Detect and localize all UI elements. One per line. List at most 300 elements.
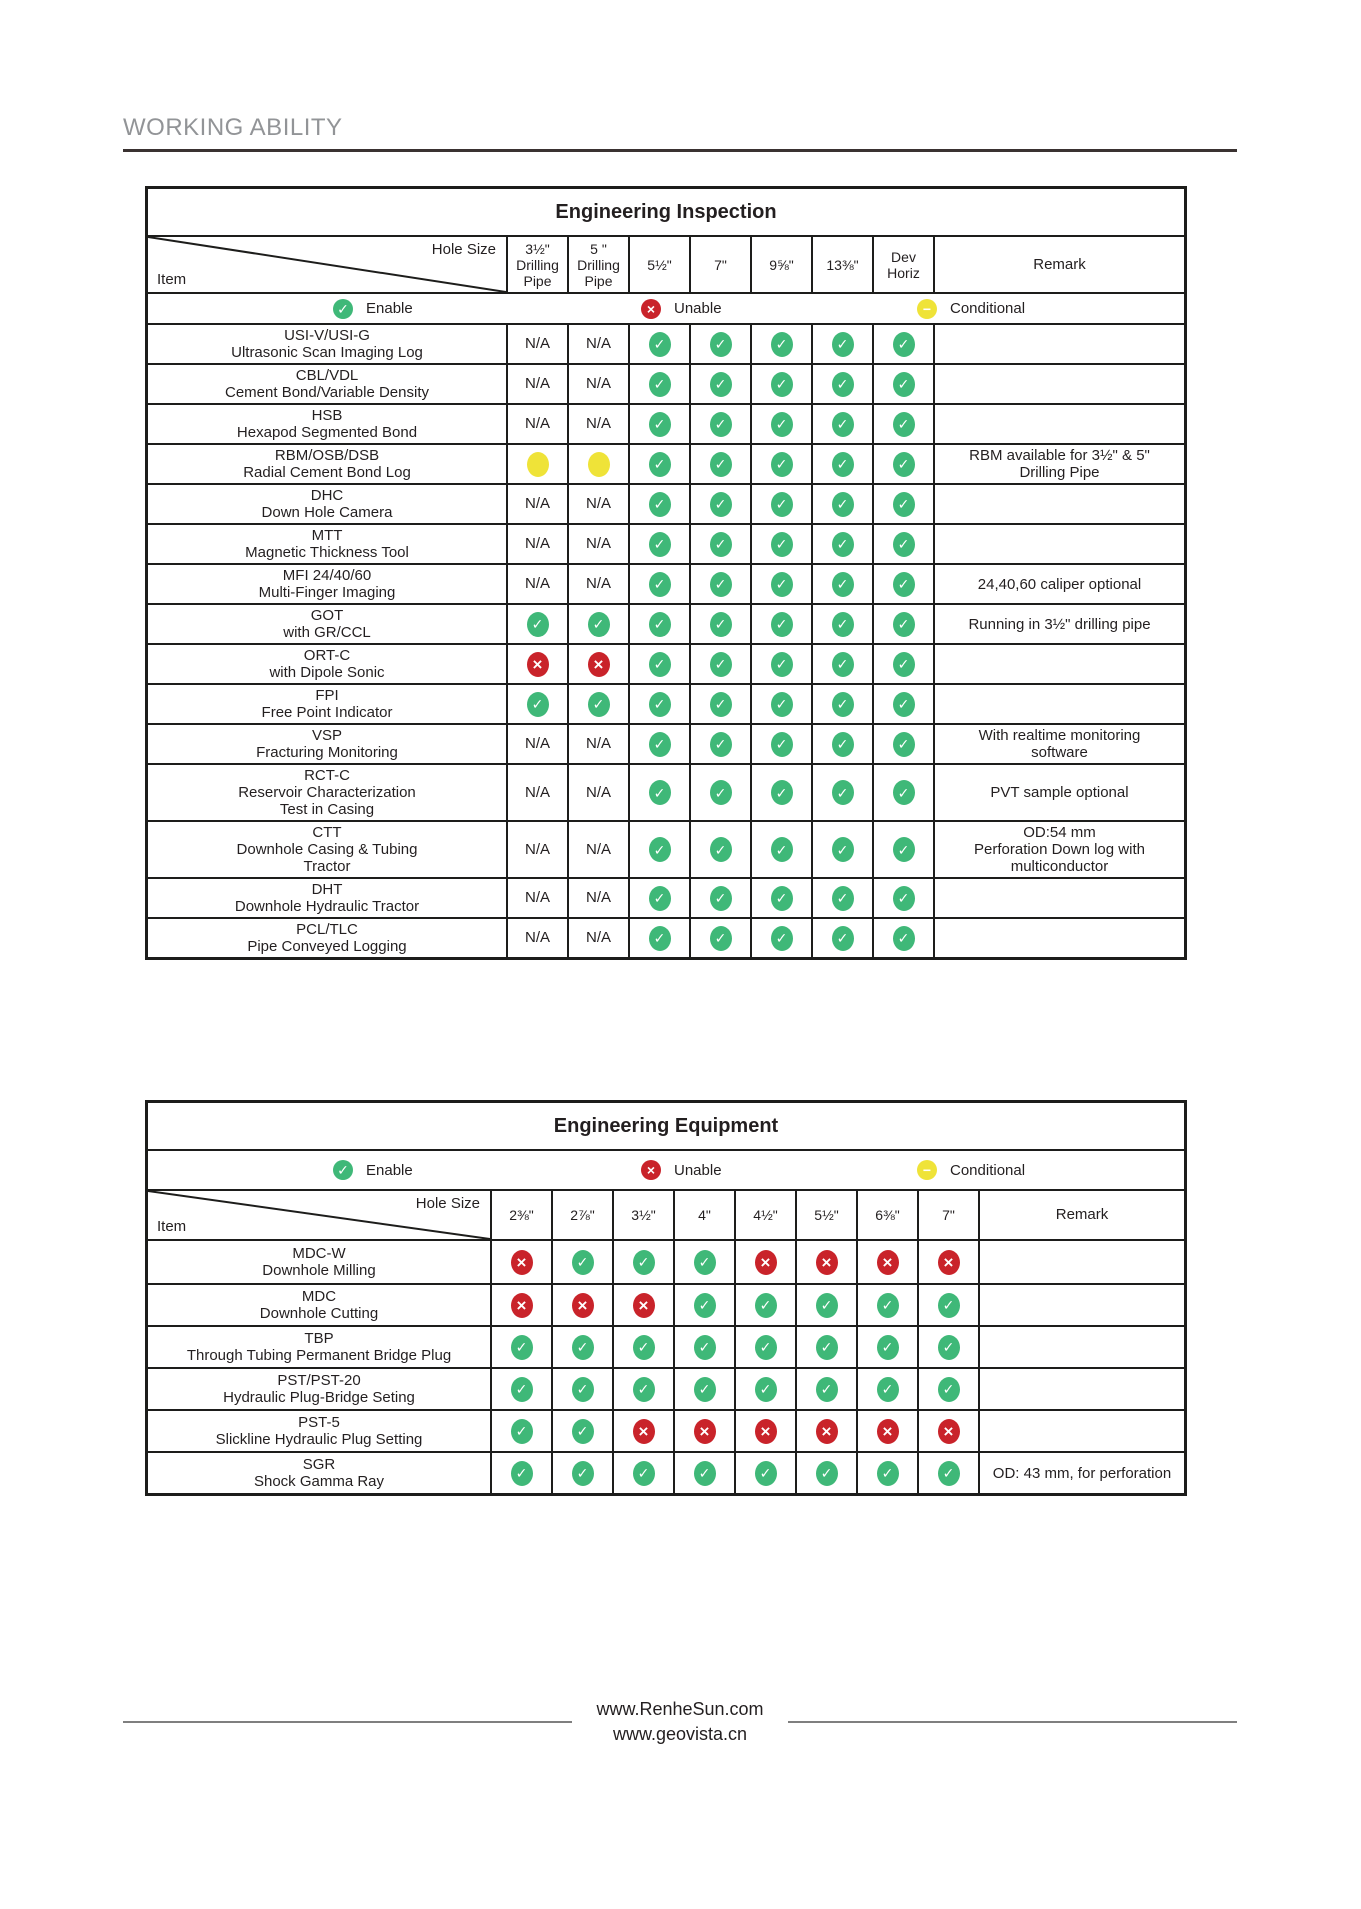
item-cell [148, 485, 506, 523]
status-cell [750, 879, 811, 917]
text-line: VSP [311, 727, 342, 744]
enable-icon: ✓ [649, 452, 671, 477]
enable-icon: ✓ [633, 1250, 655, 1275]
status-cell [689, 605, 750, 643]
status-cell [872, 365, 933, 403]
text-line: Horiz [887, 264, 920, 281]
column-header [628, 237, 689, 292]
remark-cell [933, 405, 1184, 443]
remark-column-header: Remark [933, 237, 1184, 292]
remark-cell [933, 879, 1184, 917]
enable-icon: ✓ [771, 332, 793, 357]
equipment-table-body [148, 1241, 1184, 1493]
table-row [148, 563, 1184, 603]
enable-icon: ✓ [832, 926, 854, 951]
status-cell [506, 325, 567, 363]
status-cell [490, 1411, 551, 1451]
status-cell [689, 765, 750, 820]
status-cell [567, 445, 628, 483]
legend-unable-label: Unable [674, 300, 722, 317]
status-cell [750, 445, 811, 483]
enable-icon: ✓ [572, 1461, 594, 1486]
status-cell [628, 525, 689, 563]
enable-icon: ✓ [816, 1335, 838, 1360]
item-cell [148, 1327, 490, 1367]
enable-icon: ✓ [649, 692, 671, 717]
remark-cell [933, 565, 1184, 603]
enable-icon: ✓ [771, 452, 793, 477]
conditional-icon: − [917, 299, 937, 319]
remark-cell [933, 525, 1184, 563]
footer-rule-left [123, 1721, 572, 1723]
legend-unable [641, 1160, 722, 1180]
corner-cell [148, 1191, 490, 1239]
column-header [612, 1191, 673, 1239]
status-cell [567, 325, 628, 363]
table-row [148, 1241, 1184, 1283]
legend-row [148, 1151, 1184, 1191]
status-cell [811, 822, 872, 877]
status-cell [551, 1453, 612, 1493]
status-cell [750, 725, 811, 763]
text-line: Downhole Cutting [259, 1305, 379, 1322]
item-cell [148, 765, 506, 820]
status-cell [689, 725, 750, 763]
item-cell [148, 879, 506, 917]
item-cell [148, 1285, 490, 1325]
enable-icon: ✓ [511, 1335, 533, 1360]
text-line: with GR/CCL [283, 624, 371, 641]
item-cell [148, 919, 506, 957]
table-row [148, 763, 1184, 820]
enable-icon: ✓ [710, 532, 732, 557]
unable-icon: × [511, 1250, 533, 1275]
enable-icon: ✓ [633, 1335, 655, 1360]
status-cell [490, 1369, 551, 1409]
footer [123, 1697, 1237, 1747]
text-line: 5½" [814, 1207, 839, 1223]
enable-icon: ✓ [893, 692, 915, 717]
text-line: Pipe [523, 272, 552, 289]
status-cell [795, 1369, 856, 1409]
text-line: multiconductor [1010, 858, 1109, 875]
status-cell [811, 365, 872, 403]
enable-icon: ✓ [710, 452, 732, 477]
status-cell [917, 1411, 978, 1451]
status-cell [506, 485, 567, 523]
status-cell [811, 605, 872, 643]
na-label: N/A [585, 840, 611, 858]
unable-icon: × [877, 1419, 899, 1444]
legend-enable [333, 299, 413, 319]
na-label: N/A [585, 335, 611, 352]
remark-cell [933, 822, 1184, 877]
enable-icon: ✓ [710, 372, 732, 397]
unable-icon: × [938, 1419, 960, 1444]
inspection-table-title: Engineering Inspection [148, 189, 1184, 237]
status-cell [734, 1369, 795, 1409]
status-cell [750, 822, 811, 877]
corner-item-label: Item [157, 271, 187, 288]
unable-icon: × [816, 1419, 838, 1444]
remark-cell [933, 685, 1184, 723]
status-cell [628, 645, 689, 683]
status-cell [551, 1369, 612, 1409]
enable-icon: ✓ [588, 612, 610, 637]
na-label: N/A [524, 495, 550, 512]
enable-icon: ✓ [710, 332, 732, 357]
status-cell [689, 919, 750, 957]
enable-icon: ✓ [649, 532, 671, 557]
status-cell [856, 1411, 917, 1451]
status-cell [506, 822, 567, 877]
status-cell [628, 879, 689, 917]
status-cell [811, 565, 872, 603]
enable-icon: ✓ [755, 1293, 777, 1318]
engineering-inspection-table [145, 186, 1187, 960]
status-cell [490, 1241, 551, 1283]
status-cell [734, 1411, 795, 1451]
text-line: 5½" [647, 256, 672, 273]
status-cell [856, 1327, 917, 1367]
enable-icon: ✓ [649, 492, 671, 517]
item-cell [148, 445, 506, 483]
na-label: N/A [585, 889, 611, 906]
unable-icon: × [633, 1293, 655, 1318]
item-cell [148, 645, 506, 683]
table-row [148, 325, 1184, 363]
table-row [148, 877, 1184, 917]
enable-icon: ✓ [771, 837, 793, 862]
remark-cell [933, 645, 1184, 683]
status-cell [567, 822, 628, 877]
na-label: N/A [585, 735, 611, 752]
text-line: 4" [698, 1207, 711, 1223]
enable-icon: ✓ [832, 837, 854, 862]
enable-icon: ✓ [710, 926, 732, 951]
status-cell [872, 405, 933, 443]
table-row [148, 643, 1184, 683]
text-line: CTT [312, 824, 342, 841]
status-cell [917, 1369, 978, 1409]
status-cell [811, 725, 872, 763]
text-line: PST/PST-20 [277, 1372, 361, 1389]
enable-icon: ✓ [511, 1419, 533, 1444]
status-cell [872, 685, 933, 723]
remark-cell [933, 485, 1184, 523]
table-row [148, 603, 1184, 643]
enable-icon: ✓ [832, 372, 854, 397]
na-label: N/A [585, 495, 611, 512]
status-cell [628, 565, 689, 603]
text-line: PST-5 [298, 1414, 340, 1431]
status-cell [673, 1327, 734, 1367]
status-cell [612, 1369, 673, 1409]
enable-icon: ✓ [771, 780, 793, 805]
text-line: Pipe [584, 272, 613, 289]
enable-icon: ✓ [832, 780, 854, 805]
enable-icon: ✓ [588, 692, 610, 717]
text-line: Multi-Finger Imaging [258, 584, 396, 601]
text-line: OD:54 mm [1023, 824, 1096, 841]
status-cell [673, 1453, 734, 1493]
text-line: Downhole Casing & Tubing [236, 841, 418, 858]
status-cell [689, 525, 750, 563]
status-cell [872, 325, 933, 363]
status-cell [811, 405, 872, 443]
table-row [148, 723, 1184, 763]
status-cell [506, 685, 567, 723]
text-line: Perforation Down log with [974, 841, 1145, 858]
text-line: RBM available for 3½" & 5" [969, 447, 1150, 464]
text-line: 5 " [590, 240, 607, 257]
status-cell [917, 1241, 978, 1283]
status-cell [506, 879, 567, 917]
status-cell [673, 1285, 734, 1325]
heading-rule [123, 149, 1237, 152]
status-cell [872, 765, 933, 820]
text-line: FPI [315, 687, 339, 704]
enable-icon: ✓ [649, 780, 671, 805]
footer-urls [572, 1697, 787, 1747]
text-line: Dev [891, 248, 916, 265]
table-row [148, 820, 1184, 877]
conditional-icon [527, 452, 549, 477]
text-line: 3½" [631, 1207, 656, 1223]
status-cell [673, 1411, 734, 1451]
text-line: Magnetic Thickness Tool [245, 544, 409, 561]
status-cell [917, 1453, 978, 1493]
status-cell [567, 725, 628, 763]
unable-icon: × [755, 1250, 777, 1275]
status-cell [628, 605, 689, 643]
enable-icon: ✓ [893, 780, 915, 805]
status-cell [734, 1241, 795, 1283]
legend-conditional-label: Conditional [950, 300, 1026, 317]
enable-icon: ✓ [649, 926, 671, 951]
na-label: N/A [524, 889, 550, 906]
status-cell [750, 325, 811, 363]
remark-cell [978, 1241, 1184, 1283]
enable-icon: ✓ [755, 1335, 777, 1360]
enable-icon: ✓ [511, 1377, 533, 1402]
enable-icon: ✓ [755, 1377, 777, 1402]
remark-cell [933, 325, 1184, 363]
inspection-header-row [148, 237, 1184, 294]
text-line: Down Hole Camera [261, 504, 393, 521]
enable-icon: ✓ [832, 572, 854, 597]
table-row [148, 1283, 1184, 1325]
enable-icon: ✓ [572, 1419, 594, 1444]
status-cell [567, 765, 628, 820]
status-cell [689, 685, 750, 723]
status-cell [551, 1285, 612, 1325]
enable-icon: ✓ [572, 1335, 594, 1360]
column-header [917, 1191, 978, 1239]
status-cell [856, 1369, 917, 1409]
item-cell [148, 325, 506, 363]
enable-icon: ✓ [649, 612, 671, 637]
text-line: Shock Gamma Ray [253, 1473, 385, 1490]
column-header [506, 237, 567, 292]
enable-icon: ✓ [893, 612, 915, 637]
text-line: Downhole Hydraulic Tractor [234, 898, 420, 915]
text-line: PCL/TLC [296, 921, 358, 938]
item-cell [148, 405, 506, 443]
enable-icon: ✓ [893, 886, 915, 911]
text-line: Hydraulic Plug-Bridge Seting [223, 1389, 415, 1406]
text-line: 2⅞" [570, 1207, 595, 1223]
status-cell [811, 525, 872, 563]
enable-icon: ✓ [633, 1377, 655, 1402]
na-label: N/A [524, 575, 550, 592]
legend-row [148, 294, 1184, 325]
status-cell [490, 1453, 551, 1493]
status-cell [506, 565, 567, 603]
status-cell [811, 685, 872, 723]
column-header [811, 237, 872, 292]
na-label: N/A [524, 783, 550, 801]
enable-icon: ✓ [877, 1461, 899, 1486]
na-label: N/A [524, 375, 550, 392]
text-line: MTT [311, 527, 343, 544]
na-label: N/A [524, 415, 550, 432]
status-cell [750, 365, 811, 403]
enable-icon: ✓ [710, 780, 732, 805]
enable-icon: ✓ [832, 732, 854, 757]
status-cell [567, 919, 628, 957]
status-cell [795, 1411, 856, 1451]
enable-icon: ✓ [893, 532, 915, 557]
enable-icon: ✓ [771, 652, 793, 677]
status-cell [628, 365, 689, 403]
status-cell [795, 1327, 856, 1367]
legend-enable [333, 1160, 413, 1180]
enable-icon: ✓ [710, 412, 732, 437]
status-cell [628, 919, 689, 957]
unable-icon: × [694, 1419, 716, 1444]
item-cell [148, 1411, 490, 1451]
status-cell [551, 1411, 612, 1451]
status-cell [506, 525, 567, 563]
engineering-equipment-table [145, 1100, 1187, 1496]
text-line: Running in 3½" drilling pipe [968, 615, 1151, 633]
na-label: N/A [585, 575, 611, 592]
status-cell [612, 1327, 673, 1367]
text-line: 4½" [753, 1207, 778, 1223]
status-cell [689, 325, 750, 363]
text-line: Slickline Hydraulic Plug Setting [215, 1431, 423, 1448]
corner-cell [148, 237, 506, 292]
text-line: RCT-C [304, 767, 350, 784]
status-cell [689, 645, 750, 683]
status-cell [872, 525, 933, 563]
status-cell [506, 605, 567, 643]
column-header [856, 1191, 917, 1239]
na-label: N/A [524, 840, 550, 858]
enable-icon: ✓ [832, 612, 854, 637]
status-cell [872, 645, 933, 683]
status-cell [750, 525, 811, 563]
enable-icon: ✓ [694, 1461, 716, 1486]
enable-icon: ✓ [893, 372, 915, 397]
text-line: RBM/OSB/DSB [274, 447, 380, 464]
text-line: software [1031, 744, 1088, 761]
status-cell [811, 325, 872, 363]
remark-cell [978, 1327, 1184, 1367]
item-cell [148, 1453, 490, 1493]
enable-icon: ✓ [877, 1335, 899, 1360]
enable-icon: ✓ [710, 652, 732, 677]
status-cell [917, 1327, 978, 1367]
status-cell [795, 1285, 856, 1325]
status-cell [872, 565, 933, 603]
legend-unable [641, 299, 722, 319]
table-row [148, 917, 1184, 957]
status-cell [750, 565, 811, 603]
text-line: 9⅝" [769, 256, 794, 273]
legend-conditional [917, 1160, 1025, 1180]
text-line: with Dipole Sonic [269, 664, 385, 681]
text-line: Drilling [577, 256, 620, 273]
table-row [148, 403, 1184, 443]
status-cell [750, 405, 811, 443]
status-cell [689, 485, 750, 523]
item-cell [148, 365, 506, 403]
text-line: PVT sample optional [990, 784, 1129, 801]
status-cell [628, 445, 689, 483]
status-cell [612, 1241, 673, 1283]
corner-hole-size-label: Hole Size [431, 241, 496, 258]
status-cell [750, 605, 811, 643]
text-line: MDC [301, 1288, 337, 1305]
status-cell [628, 485, 689, 523]
enable-icon: ✓ [832, 492, 854, 517]
table-row [148, 683, 1184, 723]
status-cell [567, 485, 628, 523]
enable-icon: ✓ [633, 1461, 655, 1486]
column-header [795, 1191, 856, 1239]
item-cell [148, 1241, 490, 1283]
enable-icon: ✓ [710, 732, 732, 757]
enable-icon: ✓ [816, 1293, 838, 1318]
item-cell [148, 822, 506, 877]
status-cell [750, 765, 811, 820]
text-line: 2⅜" [509, 1207, 534, 1223]
status-cell [795, 1241, 856, 1283]
enable-icon: ✓ [649, 572, 671, 597]
text-line: MFI 24/40/60 [282, 567, 372, 584]
text-line: DHC [310, 487, 344, 504]
unable-icon: × [641, 1160, 661, 1180]
enable-icon: ✓ [832, 692, 854, 717]
enable-icon: ✓ [893, 732, 915, 757]
status-cell [612, 1411, 673, 1451]
enable-icon: ✓ [893, 332, 915, 357]
text-line: Free Point Indicator [261, 704, 393, 721]
corner-hole-size-label: Hole Size [415, 1195, 480, 1212]
status-cell [506, 645, 567, 683]
enable-icon: ✓ [333, 299, 353, 319]
enable-icon: ✓ [694, 1250, 716, 1275]
text-line: OD: 43 mm, for perforation [992, 1464, 1172, 1482]
text-line: SGR [302, 1456, 336, 1473]
status-cell [811, 765, 872, 820]
status-cell [673, 1241, 734, 1283]
enable-icon: ✓ [771, 412, 793, 437]
unable-icon: × [527, 652, 549, 677]
na-label: N/A [585, 535, 611, 552]
